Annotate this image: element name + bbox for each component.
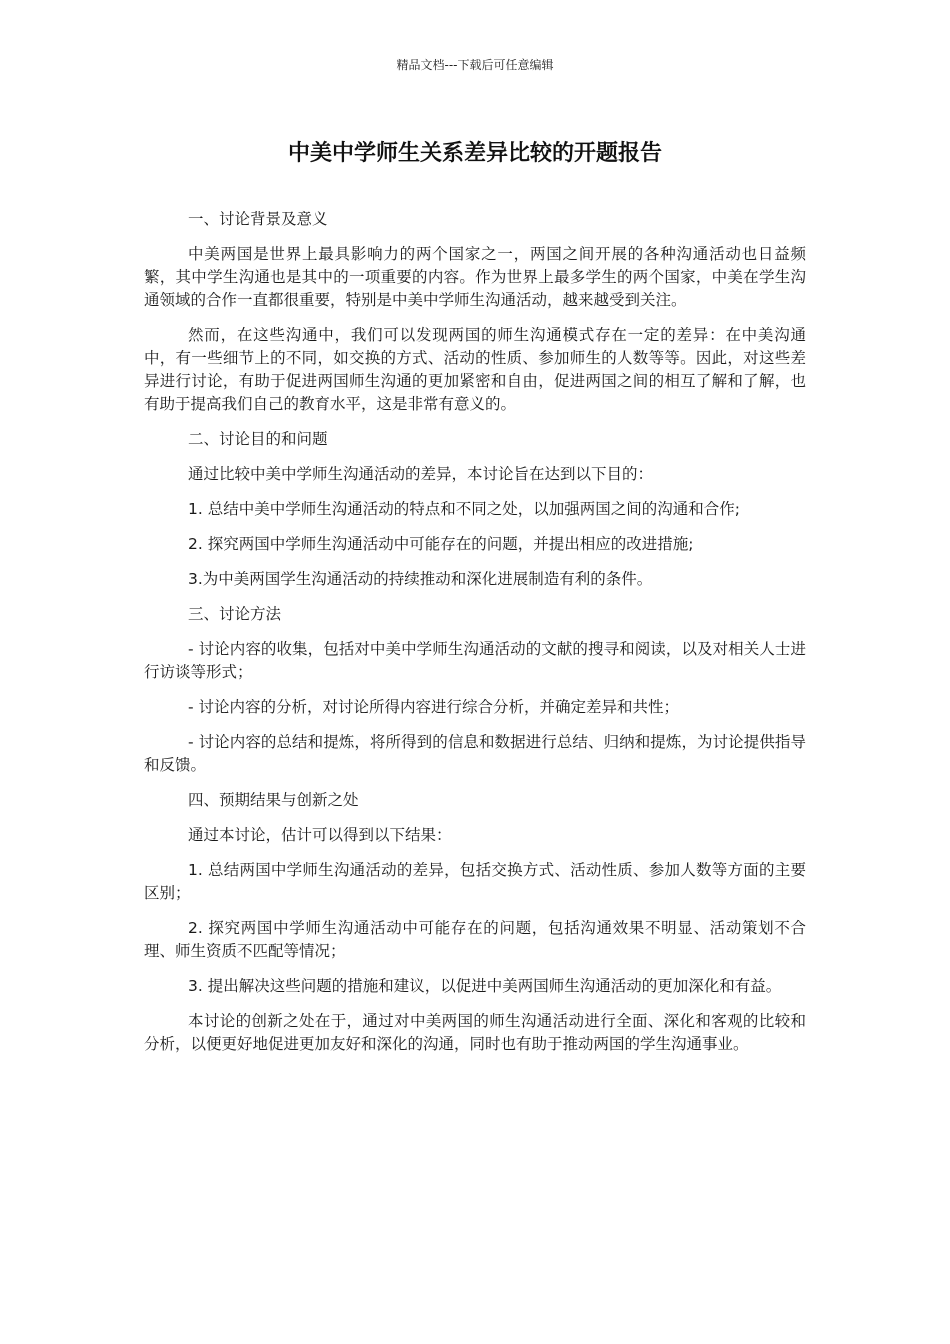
section-heading-results: 四、预期结果与创新之处	[188, 791, 359, 809]
list-item: 1. 总结两国中学师生沟通活动的差异，包括交换方式、活动性质、参加人数等方面的主要区别；	[144, 861, 806, 902]
list-item: - 讨论内容的收集，包括对中美中学师生沟通活动的文献的搜寻和阅读，以及对相关人士进行访谈等形式；	[144, 640, 806, 681]
list-item: 1. 总结中美中学师生沟通活动的特点和不同之处，以加强两国之间的沟通和合作;	[188, 500, 740, 518]
header-note: 精品文档---下载后可任意编辑	[396, 58, 554, 72]
paragraph: 然而，在这些沟通中，我们可以发现两国的师生沟通模式存在一定的差异：在中美沟通中，有一些细节上的不同，如交换的方式、活动的性质、参加师生的人数等等。因此，对这些差异进行讨论，有助于促进两国师生沟通的更加紧密和自由，促进两国之间的相互了解和了解，也有助于提高我们自己的教育水平，这是非常有意义的。	[144, 326, 806, 413]
document-body	[144, 208, 806, 1068]
section-heading-background: 一、讨论背景及意义	[188, 210, 328, 228]
section-heading-method: 三、讨论方法	[188, 605, 282, 623]
section-heading-purpose: 二、讨论目的和问题	[188, 430, 328, 448]
paragraph: 本讨论的创新之处在于，通过对中美两国的师生沟通活动进行全面、深化和客观的比较和分析，以便更好地促进更加友好和深化的沟通，同时也有助于推动两国的学生沟通事业。	[144, 1012, 806, 1053]
list-item: - 讨论内容的分析，对讨论所得内容进行综合分析，并确定差异和共性；	[188, 698, 680, 716]
list-item: 2. 探究两国中学师生沟通活动中可能存在的问题，并提出相应的改进措施;	[188, 535, 694, 553]
list-item: - 讨论内容的总结和提炼，将所得到的信息和数据进行总结、归纳和提炼，为讨论提供指导和反馈。	[144, 733, 806, 774]
list-item: 3. 提出解决这些问题的措施和建议，以促进中美两国师生沟通活动的更加深化和有益。	[188, 977, 782, 995]
list-item: 2. 探究两国中学师生沟通活动中可能存在的问题，包括沟通效果不明显、活动策划不合理、师生资质不匹配等情况；	[144, 919, 806, 960]
paragraph: 通过本讨论，估计可以得到以下结果：	[188, 826, 452, 844]
paragraph: 通过比较中美中学师生沟通活动的差异，本讨论旨在达到以下目的：	[188, 465, 654, 483]
paragraph: 中美两国是世界上最具影响力的两个国家之一，两国之间开展的各种沟通活动也日益频繁，其中学生沟通也是其中的一项重要的内容。作为世界上最多学生的两个国家，中美在学生沟通领域的合作一直都很重要，特别是中美中学师生沟通活动，越来越受到关注。	[144, 245, 806, 309]
document-title: 中美中学师生关系差异比较的开题报告	[287, 141, 662, 166]
list-item: 3.为中美两国学生沟通活动的持续推动和深化进展制造有利的条件。	[188, 570, 653, 588]
